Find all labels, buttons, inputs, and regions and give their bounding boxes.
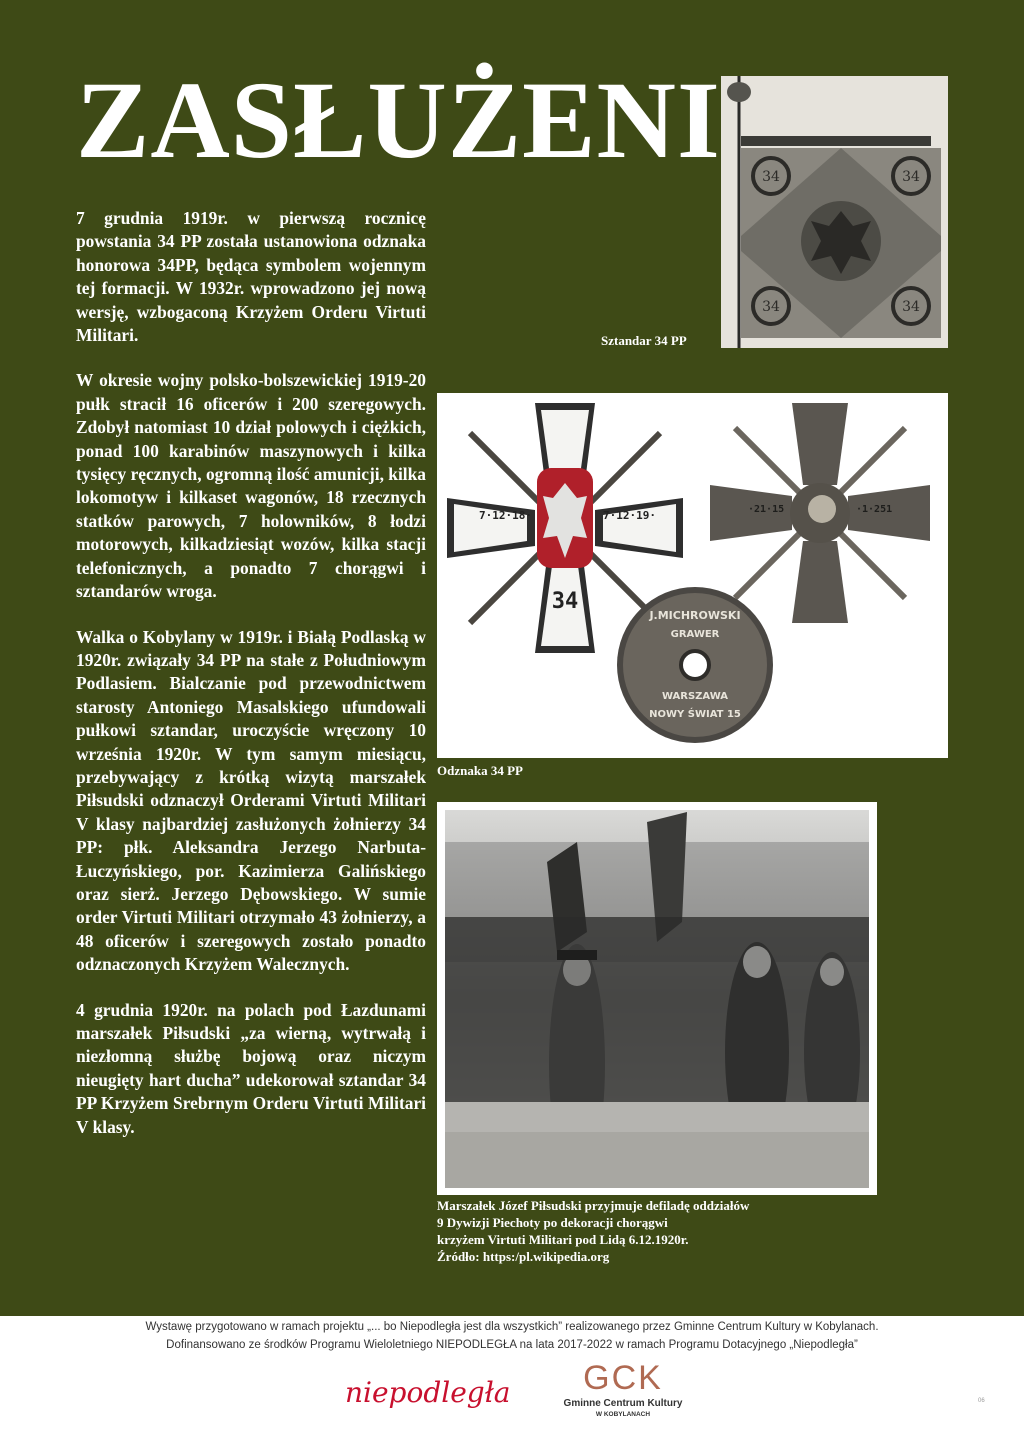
badge-reverse-right: ·1·251 — [856, 504, 893, 515]
gck-logo-mark: GCK — [583, 1359, 663, 1397]
paragraph-1: 7 grudnia 1919r. w pierwszą rocznicę powstania 34 PP została ustanowiona odznaka honorowa 34PP, będąca symbolem wojennym tej formacji. W 1932r. wprowadzono jej nową wersję, wzbogaconą Krzyżem Orderu Virtuti Militari. — [76, 208, 426, 346]
paragraph-3: Walka o Kobylany w 1919r. i Białą Podlaską w 1920r. związały 34 PP na stałe z Południowym Podlasiem. Bialczanie pod przewodnictwem starosty Antoniego Masalskiego ufundowali pułkowi sztandar, uroczyście wręczony 10 września 1920r. W tym samym miesiącu, przebywający z krótką wizytą marszałek Piłsudski odznaczył Orderami Virtuti Militari V klasy najbardziej zasłużonych żołnierzy 34 PP: płk. Aleksandra Jerzego Narbuta-Łuczyńskiego, por. Kazimierza Galińskiego oraz sierż. Jerzego Dębowskiego. W sumie order Virtuti Militari otrzymało 43 żołnierzy, a 48 oficerów i szeregowych zostało ponadto odznaczonych Krzyżem Walecznych. — [76, 626, 426, 975]
parade-caption — [437, 1197, 857, 1265]
footer-credits — [0, 1318, 1024, 1354]
banner-caption: Sztandar 34 PP — [601, 333, 687, 348]
nut-text-top: J.MICHROWSKI — [649, 609, 741, 622]
footer-line-2: Dofinansowano ze środków Programu Wieloletniego NIEPODLEGŁA na lata 2017-2022 w ramach Programu Dotacyjnego „Niepodległa” — [166, 1339, 858, 1351]
badge-date-left: 7·12·18· — [479, 509, 532, 522]
parade-caption-line: Marszałek Józef Piłsudski przyjmuje defiladę oddziałów — [437, 1198, 750, 1213]
parade-caption-line: 9 Dywizji Piechoty po dekoracji chorągwi — [437, 1215, 668, 1230]
badge-photo — [437, 393, 948, 758]
page-title: ZASŁUŻENI — [76, 59, 721, 181]
paragraph-2: W okresie wojny polsko-bolszewickiej 1919-20 pułk stracił 16 oficerów i 200 szeregowych. Zdobył natomiast 10 dział polowych i ciężkich, ponad 100 karabinów maszynowych i kilka tysięcy ręcznych, ogromną ilość amunicji, kilka lokomotyw i kilkaset wagonów, 18 rzecznych statków parowych, 7 holowników, 8 łodzi motorowych, kilkadziesiąt wozów, kilka stacji telefonicznych, a ponadto 7 chorągwi i sztandarów wroga. — [76, 370, 426, 602]
niepodlegla-logo — [340, 1368, 520, 1418]
nut-text-middle: GRAWER — [670, 629, 720, 640]
parade-photo — [437, 802, 877, 1195]
parade-caption-line: krzyżem Virtuti Militari pod Lidą 6.12.1920r. — [437, 1232, 689, 1247]
banner-corner-label: 34 — [762, 169, 780, 185]
banner-corner-label: 34 — [902, 169, 920, 185]
banner-corner-label: 34 — [902, 299, 920, 315]
article-body — [76, 207, 426, 1161]
badge-caption: Odznaka 34 PP — [437, 763, 523, 778]
nut-text-city: WARSZAWA — [661, 691, 729, 702]
nut-text-bottom: NOWY ŚWIAT 15 — [649, 709, 741, 720]
niepodlegla-logo-text: niepodległa — [345, 1376, 511, 1409]
parade-source: Źródło: https:/pl.wikipedia.org — [437, 1249, 610, 1264]
banner-photo — [721, 76, 948, 348]
gck-logo-name: Gminne Centrum Kultury — [563, 1398, 683, 1409]
badge-date-right: 7·12·19· — [603, 509, 656, 522]
gck-logo — [548, 1358, 698, 1438]
gck-logo-sub: W KOBYLANACH — [595, 1411, 651, 1418]
paragraph-4: 4 grudnia 1920r. na polach pod Łazdunami marszałek Piłsudski „za wierną, wytrwałą i niezłomną służbę bojową oraz niczym nieugięty hart ducha” udekorował sztandar 34 PP Krzyżem Srebrnym Orderu Virtuti Militari V klasy. — [76, 999, 426, 1137]
badge-reverse-left: ·21·15 — [748, 504, 785, 515]
banner-corner-label: 34 — [762, 299, 780, 315]
footer-line-1: Wystawę przygotowano w ramach projektu „... bo Niepodległa jest dla wszystkich” realizowanego przez Gminne Centrum Kultury w Kobylanach. — [145, 1321, 879, 1333]
badge-number: 34 — [551, 589, 579, 614]
page-number: 06 — [978, 1398, 985, 1404]
